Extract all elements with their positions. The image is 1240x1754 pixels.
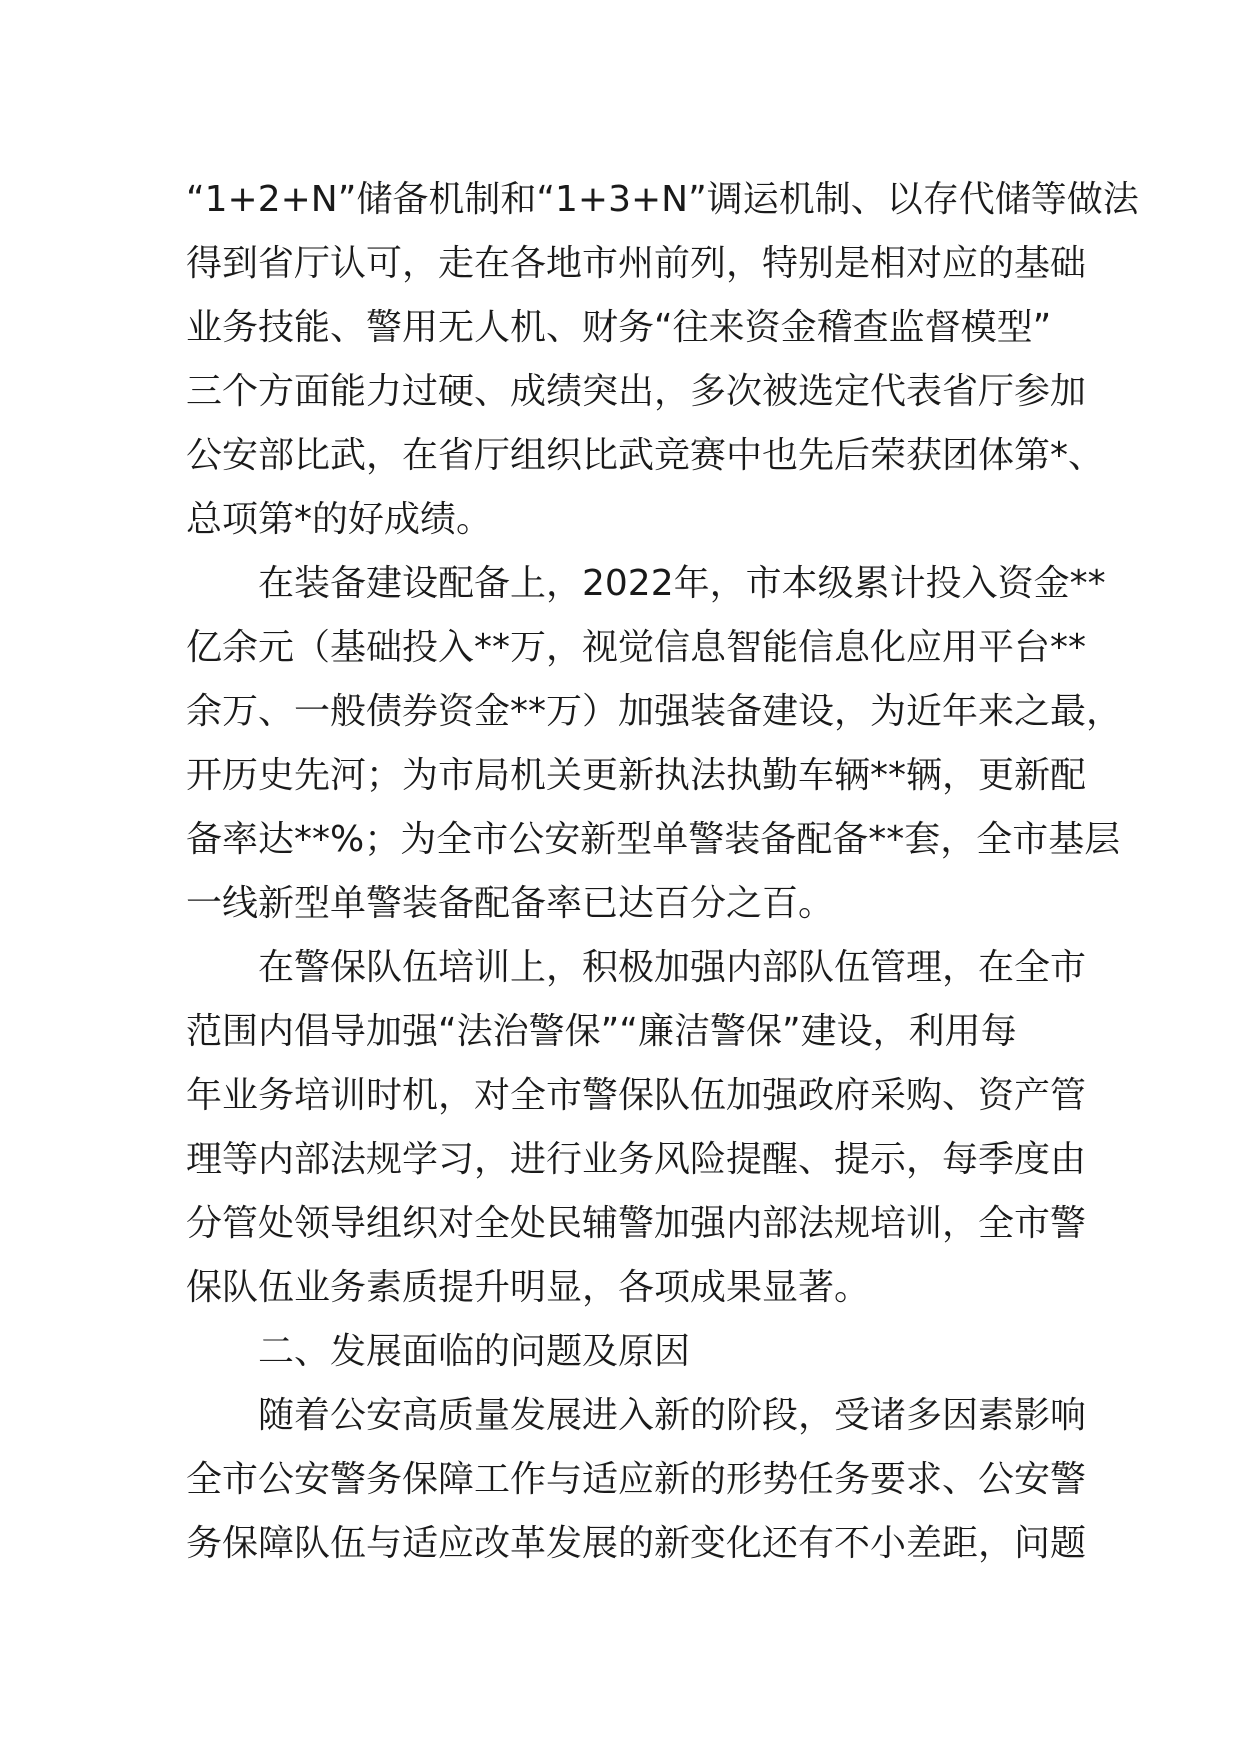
- text-line: 业务技能、警用无人机、财务“往来资金稽查监督模型”: [186, 307, 1052, 348]
- paragraph-first-line: 在装备建设配备上，2022年，市本级累计投入资金**: [258, 563, 1106, 604]
- text-line: 开历史先河；为市局机关更新执法执勤车辆**辆，更新配: [186, 755, 1087, 796]
- text-line: 亿余元（基础投入**万，视觉信息智能信息化应用平台**: [186, 627, 1087, 668]
- text-line: 理等内部法规学习，进行业务风险提醒、提示，每季度由: [186, 1139, 1087, 1180]
- text-line: 务保障队伍与适应改革发展的新变化还有不小差距，问题: [186, 1523, 1087, 1564]
- text-line: 备率达**%；为全市公安新型单警装备配备**套，全市基层: [186, 819, 1121, 860]
- text-line: 分管处领导组织对全处民辅警加强内部法规培训，全市警: [186, 1203, 1087, 1244]
- text-line: 保队伍业务素质提升明显，各项成果显著。: [186, 1267, 871, 1308]
- paragraph-first-line: 随着公安高质量发展进入新的阶段，受诸多因素影响: [258, 1395, 1087, 1436]
- text-line: 三个方面能力过硬、成绩突出，多次被选定代表省厅参加: [186, 371, 1087, 412]
- text-line: “1+2+N”储备机制和“1+3+N”调运机制、以存代储等做法: [186, 179, 1139, 220]
- paragraph-first-line: 在警保队伍培训上，积极加强内部队伍管理，在全市: [258, 947, 1087, 988]
- text-line: 范围内倡导加强“法治警保”“廉洁警保”建设，利用每: [186, 1011, 1017, 1052]
- text-line: 得到省厅认可，走在各地市州前列，特别是相对应的基础: [186, 243, 1087, 284]
- text-line: 全市公安警务保障工作与适应新的形势任务要求、公安警: [186, 1459, 1087, 1500]
- text-line: 年业务培训时机，对全市警保队伍加强政府采购、资产管: [186, 1075, 1087, 1116]
- text-line: 余万、一般债券资金**万）加强装备建设，为近年来之最，: [186, 691, 1123, 732]
- text-line: 公安部比武，在省厅组织比武竞赛中也先后荣获团体第*、: [186, 435, 1105, 476]
- section-heading: 二、发展面临的问题及原因: [258, 1331, 691, 1372]
- text-line: 总项第*的好成绩。: [186, 499, 493, 540]
- text-line: 一线新型单警装备配备率已达百分之百。: [186, 883, 835, 924]
